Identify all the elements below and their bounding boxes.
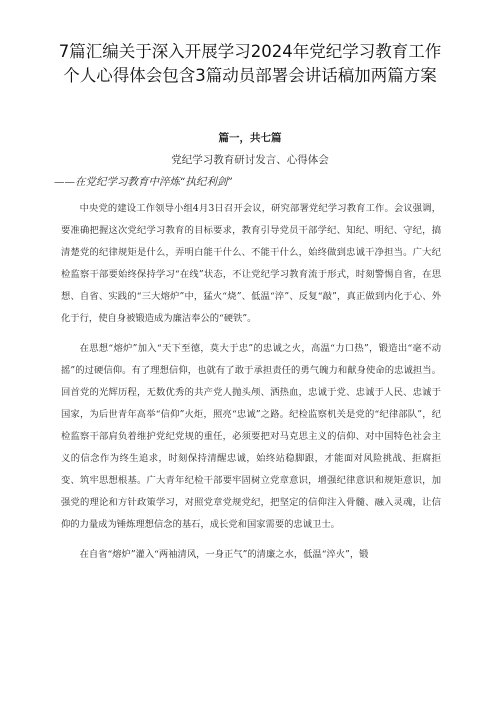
paragraph-2: 在思想“熔炉”加入“天下至德，莫大于忠”的忠诚之火，高温“力口热”，锻造出“毫不动摇”的过硬信仰。有了理想信仰，也就有了敢于承担责任的勇气魄力和献身使命的忠诚担当。回首党的光辉历程，无数优秀的共产党人抛头颅、洒热血，忠诚于党、忠诚于人民、忠诚于国家，为后世青年高举“信仰”火炬，照亮“忠诚”之路。纪检监察机关是党的“纪律部队”，纪检监察干部肩负着维护党纪党规的重任，必须要把对马克思主义的信仰、对中国特色社会主义的信念作为终生追求，时刻保持清醒忠诚，始终站稳脚跟，才能面对风险挑战、拒腐拒变、筑牢思想根基。广大青年纪检干部要牢固树立党章意识，增强纪律意识和规矩意识，加强党的理论和方针政策学习，对照党章党规党纪，把坚定的信仰注入骨髓、融入灵魂，让信仰的力量成为锤炼理想信念的基石，成长党和国家需要的忠诚卫士。 [61, 343, 441, 530]
document-title [30, 40, 470, 88]
paragraph-3: 在自省“熔炉”灌入“两袖清风，一身正气”的清廉之水，低温“淬火”，锻 [79, 549, 369, 560]
document-title-line-2: 个人心得体会包含3篇动员部署会讲话稿加两篇方案 [63, 66, 437, 85]
document-body [61, 198, 441, 566]
article-subtitle: ——在党纪学习教育中淬炼“执纪利剑” [54, 176, 233, 188]
sub-heading: 党纪学习教育研讨发言、心得体会 [171, 154, 329, 166]
document-title-line-1: 7篇汇编关于深入开展学习2024年党纪学习教育工作 [58, 42, 442, 61]
section-heading: 篇一，共七篇 [218, 132, 282, 144]
paragraph-1: 中央党的建设工作领导小组4月3日召开会议，研究部署党纪学习教育工作。会议强调，要准确把握这次党纪学习教育的目标要求，教育引导党员干部学纪、知纪、明纪、守纪，搞清楚党的纪律规矩是什么，弄明白能干什么、不能干什么，始终做到忠诚干净担当。广大纪检监察干部要始终保持学习“在线”状态，不让党纪学习教育流于形式，时刻警惕自省，在思想、自省、实践的“三大熔炉”中，猛火“烧”、低温“淬”、反复“敲”，真正做到内化于心、外化于行，使自身被锻造成为廉洁奉公的“硬铁”。 [61, 203, 441, 324]
